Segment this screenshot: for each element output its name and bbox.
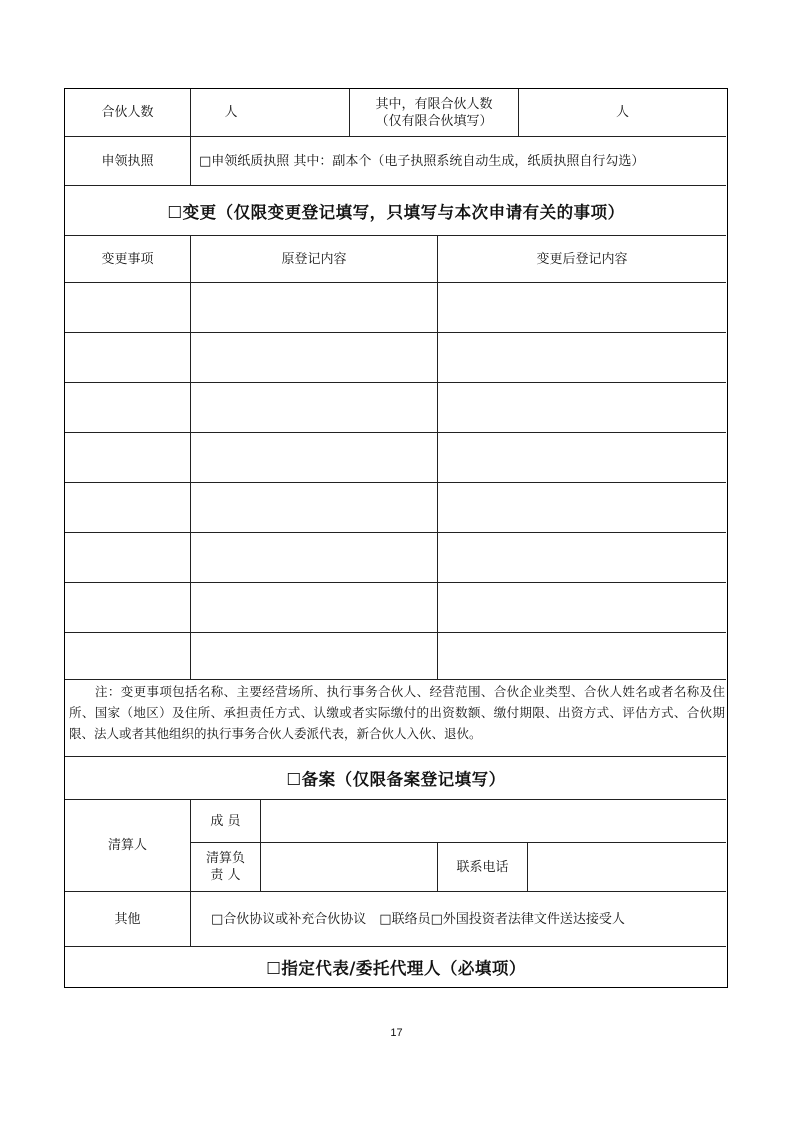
members-input[interactable]	[261, 800, 726, 842]
phone-label: 联系电话	[456, 859, 509, 875]
liquidation-head-label	[191, 843, 260, 891]
license-option-text[interactable]: □申领纸质执照 其中：副本个（电子执照系统自动生成，纸质执照自行勾选）	[199, 153, 645, 169]
change-row-input[interactable]	[65, 633, 726, 679]
change-row-input[interactable]	[65, 283, 726, 332]
liquidation-head-line2: 责 人	[210, 868, 241, 883]
change-row-input[interactable]	[65, 433, 726, 482]
license-label: 申领执照	[101, 153, 154, 169]
change-row-input[interactable]	[65, 533, 726, 582]
change-col-original: 原登记内容	[281, 251, 347, 267]
liquidation-head-input[interactable]	[261, 843, 437, 891]
registration-form-table	[64, 88, 728, 988]
page-number: 17	[390, 1027, 403, 1039]
change-section-title: ☐变更（仅限变更登记填写，只填写与本次申请有关的事项）	[167, 202, 625, 222]
limited-partner-count-label	[350, 89, 518, 136]
change-row-input[interactable]	[65, 583, 726, 632]
row-divider	[65, 679, 726, 680]
limited-partner-count-unit: 人	[615, 105, 629, 120]
change-note: 注：变更事项包括名称、主要经营场所、执行事务合伙人、经营范围、合伙企业类型、合伙人姓名或者名称及住所、国家（地区）及住所、承担责任方式、认缴或者实际缴付的出资数额、缴付期限、出资方式、评估方式、合伙期限、法人或者其他组织的执行事务合伙人委派代表，新合伙人入伙、退伙。	[69, 684, 725, 741]
limited-partner-label-line2: （仅有限合伙填写）	[375, 113, 493, 129]
agent-section-title: ☐指定代表/委托代理人（必填项）	[266, 959, 526, 978]
change-col-updated: 变更后登记内容	[536, 251, 628, 267]
change-row-input[interactable]	[65, 483, 726, 532]
phone-input[interactable]	[528, 843, 726, 891]
liquidation-head-line1: 清算负	[205, 851, 245, 866]
limited-partner-label-line1: 其中，有限合伙人数	[375, 96, 493, 112]
change-col-item: 变更事项	[101, 251, 154, 267]
change-row-input[interactable]	[65, 383, 726, 432]
members-label: 成 员	[210, 813, 241, 829]
other-label: 其他	[114, 911, 141, 927]
change-row-input[interactable]	[65, 333, 726, 382]
other-options[interactable]: □合伙协议或补充合伙协议 □联络员□外国投资者法律文件送达接受人	[211, 911, 625, 927]
filing-section-title: ☐备案（仅限备案登记填写）	[286, 770, 506, 789]
partner-count-unit: 人	[224, 105, 238, 120]
partner-count-label: 合伙人数	[101, 105, 154, 120]
liquidator-label: 清算人	[107, 838, 147, 853]
